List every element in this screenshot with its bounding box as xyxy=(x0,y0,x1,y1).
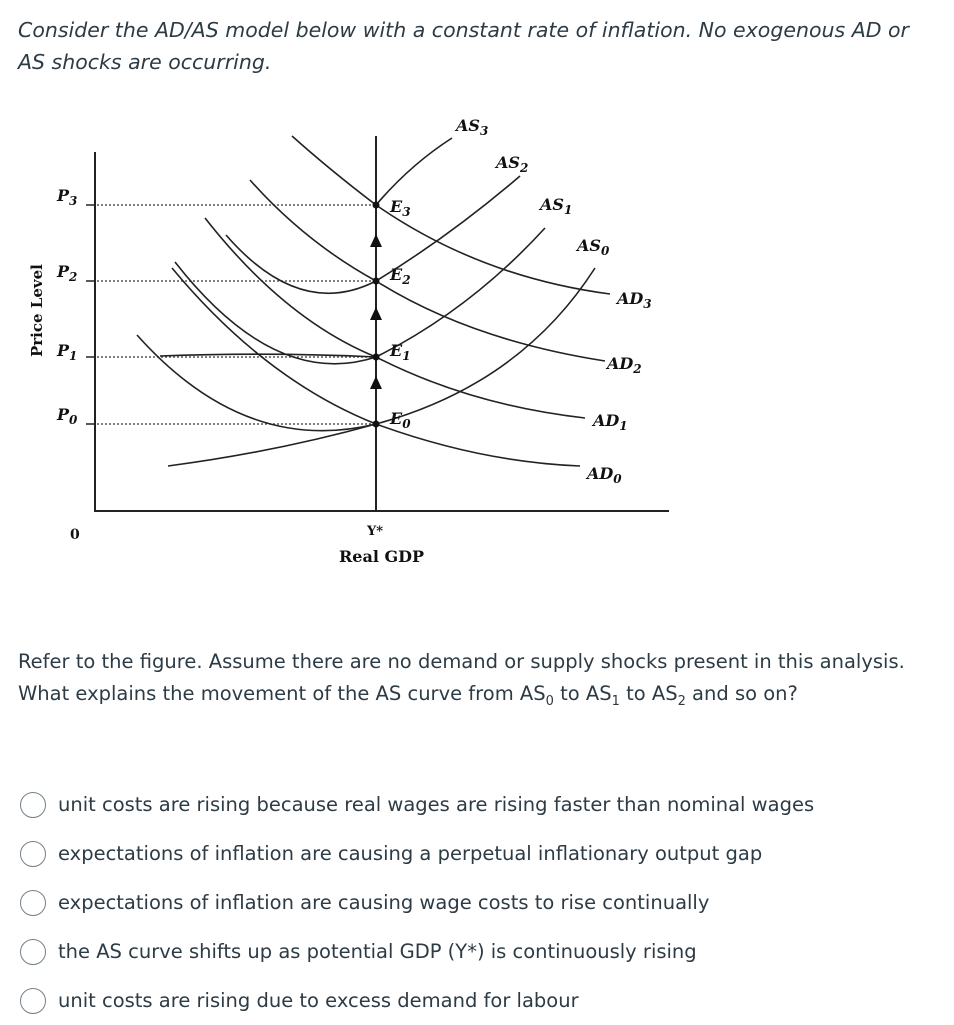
answer-option[interactable] xyxy=(20,878,814,927)
arrow-up-icon xyxy=(370,234,382,247)
answer-option[interactable] xyxy=(20,927,814,976)
label-ad0: $AD_0$ xyxy=(587,464,622,486)
e1-point xyxy=(373,354,380,361)
price-label-p0: $P_0$ xyxy=(57,405,78,427)
price-label-p1: $P_1$ xyxy=(57,341,78,363)
intro-text: Consider the AD/AS model below with a constant rate of inflation. No exogenous AD or AS shocks are occurring. xyxy=(18,18,909,74)
lower-left-curve-1 xyxy=(160,354,376,357)
arrow-up-icon xyxy=(370,376,382,389)
answer-option-label[interactable]: expectations of inflation are causing a perpetual inflationary output gap xyxy=(58,842,763,865)
radio-button[interactable] xyxy=(20,890,46,916)
label-e1: $E_1$ xyxy=(390,341,411,363)
as0-curve xyxy=(137,268,595,431)
label-ad1: $AD_1$ xyxy=(593,411,628,433)
radio-button[interactable] xyxy=(20,939,46,965)
label-e0: $E_0$ xyxy=(390,409,411,431)
ad1-curve xyxy=(205,218,585,418)
label-as1: $AS_1$ xyxy=(540,195,573,217)
answer-option-label[interactable]: unit costs are rising due to excess demand for labour xyxy=(58,989,579,1012)
answer-option[interactable] xyxy=(20,780,814,829)
radio-button[interactable] xyxy=(20,988,46,1014)
label-e2: $E_2$ xyxy=(390,265,411,287)
e2-point xyxy=(373,278,380,285)
answer-option-label[interactable]: expectations of inflation are causing wage costs to rise continually xyxy=(58,891,710,914)
as2-curve xyxy=(226,176,520,293)
question-text: Refer to the figure. Assume there are no demand or supply shocks present in this analysis. What explains the movement of the AS curve from $AS_0$ to $AS_1$ to $AS_2$ and so on? xyxy=(18,650,905,709)
answer-options xyxy=(20,780,814,1025)
label-e3: $E_3$ xyxy=(390,197,411,219)
ad3-curve xyxy=(292,136,610,294)
label-ad2: $AD_2$ xyxy=(607,354,642,376)
origin-label: 0 xyxy=(70,527,80,543)
y-star-label: Y* xyxy=(367,524,384,539)
price-label-p3: $P_3$ xyxy=(57,186,78,208)
e3-point xyxy=(373,202,380,209)
answer-option[interactable] xyxy=(20,829,814,878)
y-axis-label: Price Level xyxy=(28,264,46,357)
radio-button[interactable] xyxy=(20,792,46,818)
label-as0: $AS_0$ xyxy=(577,236,610,258)
price-label-p2: $P_2$ xyxy=(57,262,78,284)
as3-curve xyxy=(376,138,452,205)
x-axis-label: Real GDP xyxy=(339,547,425,566)
e0-point xyxy=(373,421,380,428)
lower-left-curve-2 xyxy=(168,424,376,466)
answer-option-label[interactable]: unit costs are rising because real wages are rising faster than nominal wages xyxy=(58,793,815,816)
answer-option[interactable] xyxy=(20,976,814,1025)
label-as3: $AS_3$ xyxy=(456,116,489,138)
label-as2: $AS_2$ xyxy=(496,153,529,175)
arrow-up-icon xyxy=(370,307,382,320)
answer-option-label[interactable]: the AS curve shifts up as potential GDP (Y*) is continuously rising xyxy=(58,940,697,963)
label-ad3: $AD_3$ xyxy=(617,289,652,311)
radio-button[interactable] xyxy=(20,841,46,867)
